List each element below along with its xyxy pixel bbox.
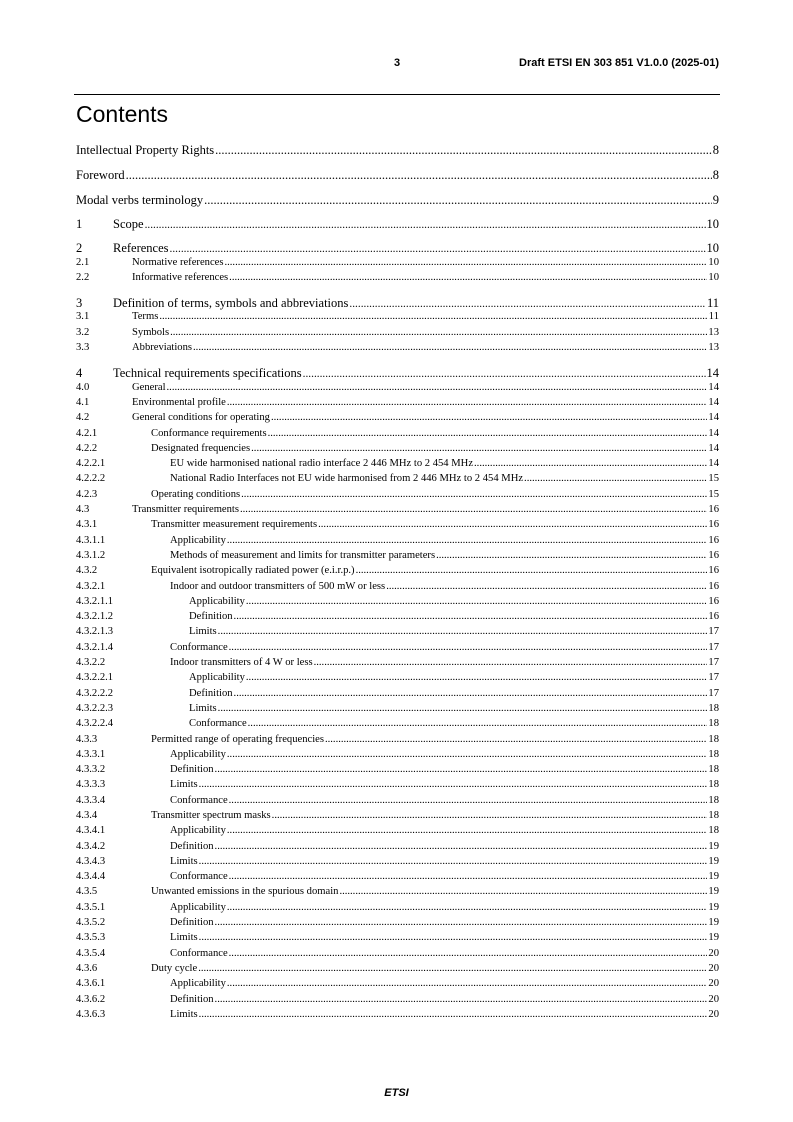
toc-entry-number: 4.2.3 — [76, 488, 98, 500]
toc-entry-label: Designated frequencies — [151, 442, 251, 454]
toc-entry[interactable] — [76, 342, 719, 357]
toc-entry[interactable] — [76, 193, 719, 208]
toc-leader-dots — [234, 688, 708, 699]
toc-entry-number: 4.1 — [76, 396, 90, 408]
toc-entry-page: 10 — [708, 256, 719, 268]
toc-entry[interactable] — [76, 257, 719, 272]
toc-entry-number: 3.3 — [76, 342, 90, 354]
toc-entry-label: Symbols — [132, 326, 170, 338]
toc-entry-number: 2 — [76, 241, 83, 256]
table-of-contents — [76, 143, 719, 1024]
toc-leader-dots — [193, 342, 707, 353]
toc-entry-page: 13 — [708, 326, 719, 338]
toc-entry-label: Conformance — [170, 641, 228, 653]
toc-entry-page: 10 — [708, 271, 719, 283]
toc-leader-dots — [303, 368, 706, 380]
toc-entry-label: Limits — [170, 932, 198, 944]
toc-leader-dots — [436, 550, 707, 561]
toc-leader-dots — [227, 749, 708, 760]
toc-leader-dots — [325, 734, 707, 745]
toc-entry[interactable] — [76, 672, 719, 687]
toc-entry-label: Conformance — [170, 794, 228, 806]
toc-entry-page: 17 — [708, 687, 719, 699]
toc-leader-dots — [318, 519, 707, 530]
toc-leader-dots — [126, 168, 712, 183]
toc-entry-page: 14 — [708, 427, 719, 439]
toc-entry[interactable] — [76, 443, 719, 458]
page-number: 3 — [394, 57, 401, 69]
toc-entry-number: 4.3.3.2 — [76, 764, 106, 776]
toc-leader-dots — [268, 428, 708, 439]
toc-entry-page: 16 — [708, 595, 719, 607]
toc-entry-number: 4.2.1 — [76, 427, 98, 439]
toc-entry-page: 19 — [708, 917, 719, 929]
toc-entry-label: Normative references — [132, 256, 224, 268]
toc-entry[interactable] — [76, 994, 719, 1009]
toc-entry-page: 15 — [708, 488, 719, 500]
toc-leader-dots — [215, 994, 708, 1005]
toc-entry-page: 10 — [706, 217, 719, 231]
toc-entry[interactable] — [76, 168, 719, 183]
toc-entry[interactable] — [76, 473, 719, 488]
toc-leader-dots — [234, 611, 708, 622]
toc-entry-number: 4.3.2.1.3 — [76, 626, 114, 638]
toc-entry-number: 4.3.3 — [76, 733, 98, 745]
toc-entry-label: Definition — [170, 993, 214, 1005]
toc-entry[interactable] — [76, 779, 719, 794]
toc-entry-label: General — [132, 381, 166, 393]
toc-leader-dots — [314, 657, 708, 668]
toc-entry-page: 20 — [708, 978, 719, 990]
toc-leader-dots — [215, 841, 708, 852]
toc-entry-label: Applicability — [189, 595, 245, 607]
toc-entry-label: Modal verbs terminology — [76, 193, 204, 207]
toc-entry-label: Scope — [113, 217, 144, 231]
toc-leader-dots — [272, 810, 708, 821]
toc-entry-page: 18 — [708, 733, 719, 745]
toc-entry-number: 4.3.2.2.3 — [76, 702, 114, 714]
toc-leader-dots — [227, 902, 708, 913]
toc-entry-page: 11 — [708, 311, 719, 323]
toc-leader-dots — [199, 856, 708, 867]
toc-entry-page: 16 — [708, 504, 719, 516]
toc-entry-label: Definition — [170, 917, 214, 929]
toc-entry-label: Indoor and outdoor transmitters of 500 mW or less — [170, 580, 386, 592]
toc-entry[interactable] — [76, 841, 719, 856]
toc-entry-number: 4.3.2 — [76, 565, 98, 577]
toc-entry[interactable] — [76, 871, 719, 886]
toc-entry[interactable] — [76, 428, 719, 443]
toc-entry-label: References — [113, 241, 169, 256]
toc-entry[interactable] — [76, 217, 719, 232]
toc-entry-label: Methods of measurement and limits for transmitter parameters — [170, 549, 436, 561]
toc-entry-number: 4.2.2.1 — [76, 458, 106, 470]
toc-leader-dots — [215, 917, 708, 928]
toc-entry-page: 14 — [706, 366, 719, 381]
toc-entry-label: Unwanted emissions in the spurious domain — [151, 886, 339, 898]
toc-entry-label: Definition — [170, 764, 214, 776]
toc-entry-page: 17 — [708, 657, 719, 669]
toc-entry[interactable] — [76, 948, 719, 963]
toc-entry[interactable] — [76, 749, 719, 764]
toc-entry[interactable] — [76, 825, 719, 840]
toc-entry-number: 4.3.4.4 — [76, 871, 106, 883]
toc-entry[interactable] — [76, 272, 719, 287]
toc-leader-dots — [240, 504, 707, 515]
toc-entry-page: 14 — [708, 396, 719, 408]
toc-entry-page: 18 — [708, 702, 719, 714]
toc-entry[interactable] — [76, 902, 719, 917]
toc-entry[interactable] — [76, 688, 719, 703]
toc-leader-dots — [474, 458, 707, 469]
header-rule — [74, 94, 720, 95]
toc-entry-label: General conditions for operating — [132, 412, 270, 424]
toc-leader-dots — [227, 978, 708, 989]
toc-entry-page: 10 — [706, 241, 719, 256]
toc-leader-dots — [159, 311, 707, 322]
toc-entry[interactable] — [76, 917, 719, 932]
toc-entry[interactable] — [76, 657, 719, 672]
toc-entry[interactable] — [76, 703, 719, 718]
toc-entry-page: 16 — [708, 611, 719, 623]
toc-entry-page: 16 — [708, 549, 719, 561]
toc-leader-dots — [271, 412, 707, 423]
toc-entry[interactable] — [76, 626, 719, 641]
toc-entry-number: 4 — [76, 366, 83, 381]
toc-entry-label: Definition — [170, 840, 214, 852]
toc-entry[interactable] — [76, 519, 719, 534]
toc-entry-label: Transmitter requirements — [132, 504, 239, 516]
toc-entry-page: 17 — [708, 626, 719, 638]
toc-entry[interactable] — [76, 412, 719, 427]
toc-leader-dots — [524, 473, 707, 484]
toc-entry-number: 4.3 — [76, 504, 90, 516]
page-footer: ETSI — [384, 1087, 409, 1099]
toc-entry-number: 4.3.5.3 — [76, 932, 106, 944]
toc-entry-label: Applicability — [189, 672, 245, 684]
toc-entry-label: Transmitter measurement requirements — [151, 519, 318, 531]
page-header — [76, 57, 719, 73]
toc-entry[interactable] — [76, 366, 719, 381]
toc-entry-number: 4.3.4.3 — [76, 855, 106, 867]
toc-leader-dots — [218, 626, 708, 637]
toc-entry-label: Applicability — [170, 825, 226, 837]
toc-entry-label: EU wide harmonised national radio interface 2 446 MHz to 2 454 MHz — [170, 458, 474, 470]
toc-entry-number: 4.3.2.2 — [76, 657, 106, 669]
toc-entry-page: 8 — [712, 168, 719, 182]
toc-entry-page: 14 — [708, 458, 719, 470]
toc-entry-label: Environmental profile — [132, 396, 226, 408]
toc-leader-dots — [229, 948, 708, 959]
toc-entry-label: Informative references — [132, 271, 229, 283]
toc-entry[interactable] — [76, 810, 719, 825]
toc-entry-number: 4.3.3.3 — [76, 779, 106, 791]
toc-leader-dots — [170, 327, 707, 338]
toc-entry-number: 1 — [76, 217, 83, 231]
toc-entry-page: 19 — [708, 886, 719, 898]
toc-entry-page: 13 — [708, 342, 719, 354]
toc-leader-dots — [218, 703, 708, 714]
toc-entry[interactable] — [76, 581, 719, 596]
toc-entry-label: Definition of terms, symbols and abbreviations — [113, 296, 349, 311]
toc-entry-number: 4.2.2 — [76, 442, 98, 454]
toc-entry-page: 19 — [708, 932, 719, 944]
toc-entry-page: 17 — [708, 641, 719, 653]
toc-entry-page: 14 — [708, 442, 719, 454]
toc-leader-dots — [215, 764, 708, 775]
toc-entry[interactable] — [76, 535, 719, 550]
toc-entry-label: Limits — [189, 702, 217, 714]
toc-entry-label: Definition — [189, 687, 233, 699]
toc-entry-page: 18 — [708, 748, 719, 760]
toc-entry-label: Duty cycle — [151, 962, 198, 974]
toc-entry-number: 4.3.6 — [76, 962, 98, 974]
toc-entry-number: 4.3.3.4 — [76, 794, 106, 806]
toc-entry[interactable] — [76, 296, 719, 311]
toc-entry-number: 4.3.1.2 — [76, 549, 106, 561]
toc-leader-dots — [204, 193, 712, 208]
toc-leader-dots — [145, 219, 706, 231]
toc-entry-number: 4.3.5.1 — [76, 901, 106, 913]
toc-entry[interactable] — [76, 397, 719, 412]
toc-entry-label: Abbreviations — [132, 342, 193, 354]
toc-entry[interactable] — [76, 143, 719, 158]
toc-entry-number: 4.3.6.3 — [76, 1008, 106, 1020]
toc-leader-dots — [227, 535, 708, 546]
toc-entry-page: 11 — [706, 296, 719, 311]
toc-leader-dots — [215, 143, 712, 158]
toc-entry[interactable] — [76, 963, 719, 978]
toc-entry[interactable] — [76, 504, 719, 519]
toc-entry-number: 4.3.5.4 — [76, 947, 106, 959]
toc-entry-label: Definition — [189, 611, 233, 623]
toc-entry-label: Terms — [132, 311, 159, 323]
toc-entry-label: Conformance requirements — [151, 427, 267, 439]
toc-entry-number: 4.3.6.1 — [76, 978, 106, 990]
toc-entry-label: Limits — [170, 1008, 198, 1020]
toc-leader-dots — [224, 257, 707, 268]
toc-entry-label: Applicability — [170, 901, 226, 913]
toc-leader-dots — [199, 1009, 708, 1020]
toc-entry-number: 4.3.2.1.2 — [76, 611, 114, 623]
toc-entry-number: 4.3.3.1 — [76, 748, 106, 760]
toc-entry-number: 4.0 — [76, 381, 90, 393]
toc-entry-label: Limits — [170, 779, 198, 791]
toc-entry-page: 16 — [708, 580, 719, 592]
toc-entry-label: Conformance — [170, 947, 228, 959]
toc-entry-label: Transmitter spectrum masks — [151, 809, 271, 821]
toc-leader-dots — [170, 243, 706, 255]
toc-entry-page: 8 — [712, 143, 719, 157]
toc-entry-number: 4.3.1.1 — [76, 534, 106, 546]
toc-leader-dots — [199, 932, 708, 943]
toc-entry-label: Applicability — [170, 534, 226, 546]
toc-leader-dots — [227, 825, 708, 836]
toc-entry-page: 17 — [708, 672, 719, 684]
toc-entry-page: 18 — [708, 809, 719, 821]
toc-entry-page: 15 — [708, 473, 719, 485]
toc-leader-dots — [386, 581, 707, 592]
toc-entry-page: 16 — [708, 534, 719, 546]
toc-entry[interactable] — [76, 241, 719, 256]
toc-leader-dots — [229, 642, 708, 653]
toc-entry-number: 3.2 — [76, 326, 90, 338]
toc-leader-dots — [356, 565, 708, 576]
toc-leader-dots — [339, 886, 707, 897]
toc-entry-page: 20 — [708, 1008, 719, 1020]
toc-entry-number: 4.2 — [76, 412, 90, 424]
toc-entry-number: 4.3.2.2.2 — [76, 687, 114, 699]
toc-entry-page: 19 — [708, 901, 719, 913]
toc-entry-label: Technical requirements specifications — [113, 366, 302, 381]
toc-entry[interactable] — [76, 611, 719, 626]
toc-entry-label: Permitted range of operating frequencies — [151, 733, 324, 745]
toc-entry-number: 4.3.2.2.4 — [76, 718, 114, 730]
toc-entry-number: 4.3.5.2 — [76, 917, 106, 929]
toc-entry-number: 4.3.1 — [76, 519, 98, 531]
toc-entry-page: 14 — [708, 412, 719, 424]
toc-entry[interactable] — [76, 734, 719, 749]
page-title: Contents — [76, 101, 169, 127]
toc-leader-dots — [229, 871, 708, 882]
toc-entry-number: 3 — [76, 296, 83, 311]
toc-entry-label: Applicability — [170, 978, 226, 990]
toc-entry-label: Operating conditions — [151, 488, 241, 500]
toc-entry-page: 14 — [708, 381, 719, 393]
toc-entry-label: Conformance — [170, 871, 228, 883]
toc-entry-label: Foreword — [76, 168, 125, 182]
toc-entry-number: 3.1 — [76, 311, 90, 323]
toc-entry-label: Limits — [189, 626, 217, 638]
toc-entry-label: Conformance — [189, 718, 247, 730]
toc-entry-number: 4.3.4.2 — [76, 840, 106, 852]
toc-entry-label: National Radio Interfaces not EU wide harmonised from 2 446 MHz to 2 454 MHz — [170, 473, 524, 485]
toc-entry[interactable] — [76, 382, 719, 397]
toc-entry-number: 4.3.2.1 — [76, 580, 106, 592]
toc-entry-page: 18 — [708, 718, 719, 730]
toc-leader-dots — [246, 596, 708, 607]
toc-entry-number: 4.3.2.1.1 — [76, 595, 114, 607]
toc-entry-number: 4.3.2.2.1 — [76, 672, 114, 684]
toc-entry-page: 18 — [708, 764, 719, 776]
toc-leader-dots — [167, 382, 708, 393]
toc-leader-dots — [229, 795, 708, 806]
toc-entry[interactable] — [76, 886, 719, 901]
toc-entry-label: Indoor transmitters of 4 W or less — [170, 657, 313, 669]
toc-leader-dots — [229, 272, 707, 283]
toc-entry-page: 19 — [708, 840, 719, 852]
toc-entry[interactable] — [76, 489, 719, 504]
toc-entry-page: 19 — [708, 871, 719, 883]
toc-entry-page: 19 — [708, 855, 719, 867]
toc-entry-number: 2.2 — [76, 271, 90, 283]
toc-entry-page: 16 — [708, 519, 719, 531]
toc-leader-dots — [241, 489, 707, 500]
toc-entry-page: 18 — [708, 779, 719, 791]
toc-entry[interactable] — [76, 565, 719, 580]
toc-entry-page: 20 — [708, 947, 719, 959]
toc-entry[interactable] — [76, 327, 719, 342]
toc-entry[interactable] — [76, 596, 719, 611]
toc-entry[interactable] — [76, 550, 719, 565]
toc-entry[interactable] — [76, 311, 719, 326]
toc-entry[interactable] — [76, 718, 719, 733]
toc-leader-dots — [349, 298, 706, 310]
toc-entry-label: Limits — [170, 855, 198, 867]
toc-entry[interactable] — [76, 795, 719, 810]
toc-leader-dots — [198, 963, 707, 974]
toc-entry[interactable] — [76, 932, 719, 947]
toc-entry[interactable] — [76, 1009, 719, 1024]
toc-entry[interactable] — [76, 458, 719, 473]
toc-leader-dots — [199, 779, 708, 790]
toc-leader-dots — [246, 672, 708, 683]
toc-entry-label: Intellectual Property Rights — [76, 143, 215, 157]
toc-entry-number: 2.1 — [76, 256, 90, 268]
toc-entry-page: 9 — [712, 193, 719, 207]
toc-entry-number: 4.3.4 — [76, 809, 98, 821]
toc-entry-number: 4.2.2.2 — [76, 473, 106, 485]
toc-entry-page: 20 — [708, 993, 719, 1005]
toc-entry-number: 4.3.4.1 — [76, 825, 106, 837]
toc-leader-dots — [227, 397, 708, 408]
toc-entry-label: Equivalent isotropically radiated power (e.i.r.p.) — [151, 565, 355, 577]
toc-entry[interactable] — [76, 642, 719, 657]
toc-entry-number: 4.3.6.2 — [76, 993, 106, 1005]
toc-entry-number: 4.3.2.1.4 — [76, 641, 114, 653]
toc-entry-page: 18 — [708, 825, 719, 837]
toc-entry-label: Applicability — [170, 748, 226, 760]
toc-entry[interactable] — [76, 978, 719, 993]
toc-entry[interactable] — [76, 856, 719, 871]
toc-leader-dots — [251, 443, 707, 454]
toc-entry-page: 16 — [708, 565, 719, 577]
toc-entry-page: 20 — [708, 962, 719, 974]
toc-entry-number: 4.3.5 — [76, 886, 98, 898]
toc-entry[interactable] — [76, 764, 719, 779]
toc-entry-page: 18 — [708, 794, 719, 806]
document-id: Draft ETSI EN 303 851 V1.0.0 (2025-01) — [519, 57, 719, 69]
toc-leader-dots — [248, 718, 708, 729]
